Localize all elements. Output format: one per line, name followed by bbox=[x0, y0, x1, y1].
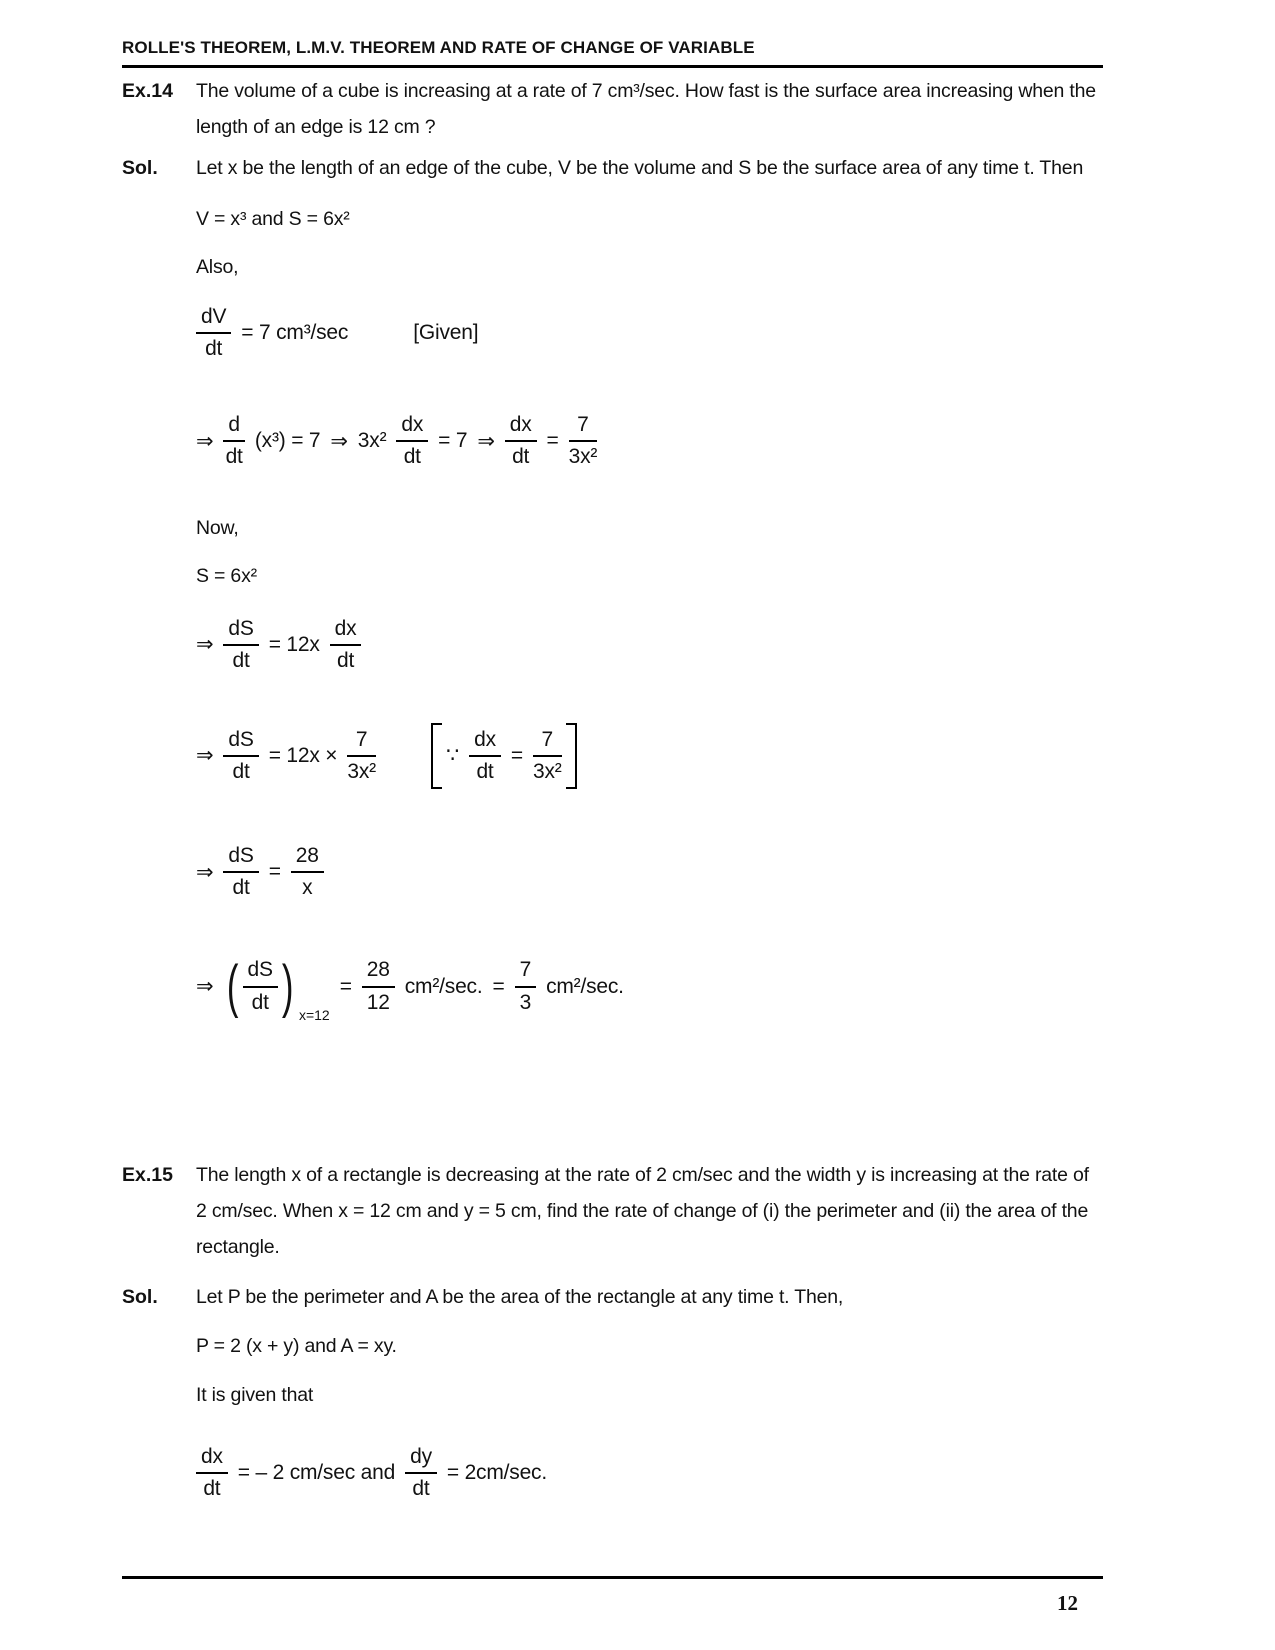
fraction-dx-dt bbox=[330, 617, 362, 673]
implies-arrow: ⇒ bbox=[196, 744, 214, 768]
fraction-numerator: 28 bbox=[362, 958, 395, 987]
equation-s: S = 6x² bbox=[196, 564, 257, 587]
unit-text: cm²/sec. bbox=[404, 974, 483, 998]
fraction-numerator: 7 bbox=[569, 413, 598, 442]
fraction-dy-dt bbox=[405, 1445, 437, 1501]
fraction-numerator: dS bbox=[223, 617, 258, 646]
fraction-numerator: 7 bbox=[533, 728, 562, 757]
fraction-numerator: dS bbox=[223, 844, 258, 873]
fraction-ds-dt bbox=[223, 728, 258, 784]
fraction-7-3x2 bbox=[347, 728, 376, 784]
fraction-numerator: d bbox=[223, 413, 244, 442]
fraction-numerator: dx bbox=[330, 617, 362, 646]
implies-arrow: ⇒ bbox=[196, 633, 214, 657]
footer-rule bbox=[122, 1576, 1103, 1579]
fraction-ds-dt bbox=[223, 617, 258, 673]
equals-sign: = bbox=[492, 974, 505, 998]
fraction-denominator: dt bbox=[337, 648, 355, 672]
implies-arrow: ⇒ bbox=[330, 429, 348, 453]
evaluation-subscript: x=12 bbox=[298, 1006, 330, 1023]
equation-rhs: = 2cm/sec. bbox=[446, 1460, 547, 1484]
equation-rates bbox=[196, 1445, 1103, 1501]
fraction-denominator: 12 bbox=[366, 990, 390, 1014]
equals-sign: = bbox=[546, 429, 559, 453]
fraction-numerator: dy bbox=[405, 1445, 437, 1474]
fraction-numerator: 7 bbox=[515, 958, 536, 987]
ex14-label: Ex.14 bbox=[122, 80, 173, 102]
chapter-title: ROLLE'S THEOREM, L.M.V. THEOREM AND RATE OF CHANGE OF VARIABLE bbox=[122, 38, 1103, 68]
fraction-numerator: dV bbox=[196, 305, 231, 334]
fraction-7-3x2 bbox=[533, 728, 562, 784]
given-text: It is given that bbox=[196, 1383, 314, 1406]
equation-text: = – 2 cm/sec and bbox=[237, 1460, 396, 1484]
equation-text: = 12x × bbox=[268, 743, 338, 767]
ex15-question-text: The length x of a rectangle is decreasing at the rate of 2 cm/sec and the width y is increasing at the rate of 2 cm/sec. When x = 12 cm and y = 5 cm, find the rate of change of (i) the perimeter and (ii) the area of the rectangle. bbox=[196, 1163, 1089, 1258]
equation-ds-dt-3 bbox=[196, 844, 1103, 900]
ex15-sol-label: Sol. bbox=[122, 1285, 158, 1308]
fraction-dv-dt bbox=[196, 305, 231, 361]
fraction-28-12 bbox=[362, 958, 395, 1014]
ex15-sol-intro: Let P be the perimeter and A be the area of the rectangle at any time t. Then, bbox=[196, 1285, 844, 1308]
now-text: Now, bbox=[196, 516, 239, 539]
fraction-dx-dt bbox=[396, 413, 428, 469]
implies-arrow: ⇒ bbox=[196, 975, 214, 999]
equation-dv-dt bbox=[196, 305, 1103, 361]
fraction-numerator: 28 bbox=[291, 844, 324, 873]
equation-text: 3x² bbox=[357, 429, 387, 453]
fraction-7-3 bbox=[515, 958, 536, 1014]
equation-chain bbox=[196, 413, 1103, 469]
fraction-numerator: dx bbox=[396, 413, 428, 442]
side-condition-bracket bbox=[431, 723, 577, 789]
equals-sign: = bbox=[268, 860, 281, 884]
side-condition-content bbox=[442, 723, 566, 789]
fraction-denominator: dt bbox=[251, 990, 269, 1014]
also-text: Also, bbox=[196, 256, 239, 278]
fraction-denominator: dt bbox=[403, 445, 421, 469]
equation-text: = 12x bbox=[268, 632, 320, 656]
equation-v-and-s: V = x³ and S = 6x² bbox=[196, 208, 350, 230]
equation-ds-dt-1 bbox=[196, 617, 1103, 673]
fraction-ds-dt bbox=[243, 958, 278, 1014]
fraction-denominator: 3x² bbox=[347, 759, 376, 783]
fraction-numerator: dx bbox=[505, 413, 537, 442]
fraction-denominator: dt bbox=[232, 876, 250, 900]
ex14-solution-row bbox=[122, 150, 1103, 186]
fraction-denominator: dt bbox=[476, 759, 494, 783]
fraction-denominator: 3 bbox=[519, 990, 532, 1014]
fraction-denominator: dt bbox=[203, 1476, 221, 1500]
equals-sign: = bbox=[510, 743, 523, 767]
equation-ds-dt-2 bbox=[196, 723, 1103, 789]
given-note: [Given] bbox=[413, 321, 479, 345]
fraction-denominator: dt bbox=[512, 445, 530, 469]
right-square-bracket bbox=[566, 723, 577, 789]
fraction-numerator: dS bbox=[223, 728, 258, 757]
ex15-label: Ex.15 bbox=[122, 1163, 173, 1186]
fraction-dx-dt bbox=[196, 1445, 228, 1501]
implies-arrow: ⇒ bbox=[196, 860, 214, 884]
implies-arrow: ⇒ bbox=[477, 429, 495, 453]
ex15-question-row bbox=[122, 1157, 1103, 1265]
fraction-numerator: 7 bbox=[347, 728, 376, 757]
evaluated-derivative bbox=[223, 953, 330, 1023]
fraction-denominator: dt bbox=[232, 759, 250, 783]
fraction-numerator: dS bbox=[243, 958, 278, 987]
fraction-denominator: 3x² bbox=[568, 445, 598, 469]
fraction-numerator: dx bbox=[469, 728, 501, 757]
fraction-7-3x2 bbox=[569, 413, 598, 469]
fraction-denominator: dt bbox=[205, 337, 223, 361]
fraction-dx-dt bbox=[469, 728, 501, 784]
ex15-solution-row bbox=[122, 1279, 1103, 1315]
ex14-question-text: The volume of a cube is increasing at a rate of 7 cm³/sec. How fast is the surface area increasing when the length of an edge is 12 cm ? bbox=[196, 80, 1096, 138]
right-parenthesis: ) bbox=[281, 953, 294, 1019]
ex14-question-row bbox=[122, 73, 1103, 145]
equation-rhs: = 7 cm³/sec bbox=[241, 321, 349, 345]
left-square-bracket bbox=[431, 723, 442, 789]
ex14-sol-intro: Let x be the length of an edge of the cube, V be the volume and S be the surface area of any time t. Then bbox=[196, 157, 1084, 179]
unit-text: cm²/sec. bbox=[546, 974, 624, 998]
fraction-numerator: dx bbox=[196, 1445, 228, 1474]
fraction-denominator: dt bbox=[232, 648, 250, 672]
equation-final bbox=[196, 953, 1103, 1023]
left-parenthesis: ( bbox=[227, 953, 239, 1019]
fraction-denominator: 3x² bbox=[532, 759, 562, 783]
fraction-d-dt bbox=[223, 413, 244, 469]
implies-arrow: ⇒ bbox=[196, 429, 214, 453]
fraction-denominator: x bbox=[302, 876, 313, 900]
page-number: 12 bbox=[1057, 1591, 1078, 1615]
fraction-dx-dt bbox=[505, 413, 537, 469]
fraction-28-x bbox=[291, 844, 324, 900]
equals-sign: = bbox=[339, 974, 352, 998]
fraction-denominator: dt bbox=[412, 1476, 430, 1500]
ex14-sol-label: Sol. bbox=[122, 157, 158, 179]
equation-p-and-a: P = 2 (x + y) and A = xy. bbox=[196, 1334, 397, 1357]
because-symbol: ∵ bbox=[445, 744, 460, 768]
equation-text: (x³) = 7 bbox=[254, 429, 321, 453]
fraction-denominator: dt bbox=[225, 445, 243, 469]
equation-text: = 7 bbox=[438, 429, 468, 453]
fraction-ds-dt bbox=[223, 844, 258, 900]
